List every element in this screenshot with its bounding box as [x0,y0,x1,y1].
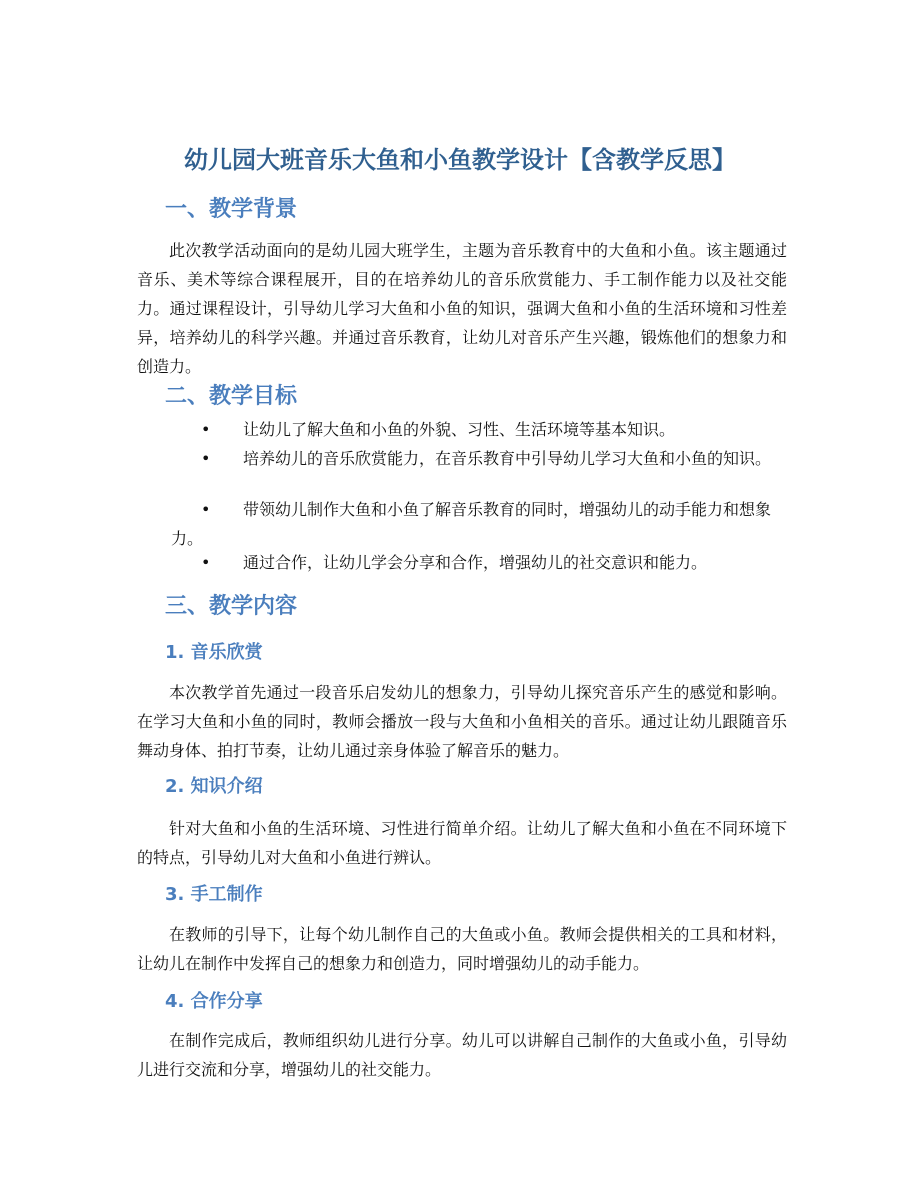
subsection-paragraph-knowledge: 针对大鱼和小鱼的生活环境、习性进行简单介绍。让幼儿了解大鱼和小鱼在不同环境下的特点，引导幼儿对大鱼和小鱼进行辨认。 [137,819,787,867]
subsection-paragraph-music: 本次教学首先通过一段音乐启发幼儿的想象力，引导幼儿探究音乐产生的感觉和影响。在学习大鱼和小鱼的同时，教师会播放一段与大鱼和小鱼相关的音乐。通过让幼儿跟随音乐舞动身体、拍打节奏，让幼儿通过亲身体验了解音乐的魅力。 [137,683,787,760]
objective-text: 带领幼儿制作大鱼和小鱼了解音乐教育的同时，增强幼儿的动手能力和想象力。 [171,500,772,548]
subsection-heading-handcraft: 3. 手工制作 [165,884,263,905]
objective-text: 通过合作，让幼儿学会分享和合作，增强幼儿的社交意识和能力。 [243,553,708,572]
section-heading-objectives: 二、教学目标 [165,384,298,409]
document-title: 幼儿园大班音乐大鱼和小鱼教学设计【含教学反思】 [184,146,736,174]
objective-text: 让幼儿了解大鱼和小鱼的外貌、习性、生活环境等基本知识。 [243,420,676,439]
objective-item [171,548,787,577]
subsection-heading-knowledge: 2. 知识介绍 [165,776,263,797]
bullet-icon: • [201,553,211,572]
subsection-paragraph-handcraft: 在教师的引导下，让每个幼儿制作自己的大鱼或小鱼。教师会提供相关的工具和材料，让幼儿在制作中发挥自己的想象力和创造力，同时增强幼儿的动手能力。 [137,925,787,973]
objective-text: 培养幼儿的音乐欣赏能力，在音乐教育中引导幼儿学习大鱼和小鱼的知识。 [243,449,772,468]
subsection-heading-sharing: 4. 合作分享 [165,991,263,1012]
section-paragraph-background: 此次教学活动面向的是幼儿园大班学生，主题为音乐教育中的大鱼和小鱼。该主题通过音乐、美术等综合课程展开，目的在培养幼儿的音乐欣赏能力、手工制作能力以及社交能力。通过课程设计，引导幼儿学习大鱼和小鱼的知识，强调大鱼和小鱼的生活环境和习性差异，培养幼儿的科学兴趣。并通过音乐教育，让幼儿对音乐产生兴趣，锻炼他们的想象力和创造力。 [137,241,787,376]
objective-item [171,415,787,444]
bullet-icon: • [201,449,211,468]
objective-item [171,495,787,553]
subsection-paragraph-sharing: 在制作完成后，教师组织幼儿进行分享。幼儿可以讲解自己制作的大鱼或小鱼，引导幼儿进行交流和分享，增强幼儿的社交能力。 [137,1031,787,1079]
section-heading-background: 一、教学背景 [165,197,298,222]
bullet-icon: • [201,500,211,519]
bullet-icon: • [201,420,211,439]
objective-item [171,444,787,473]
section-heading-content: 三、教学内容 [165,594,298,619]
subsection-heading-music: 1. 音乐欣赏 [165,642,263,663]
